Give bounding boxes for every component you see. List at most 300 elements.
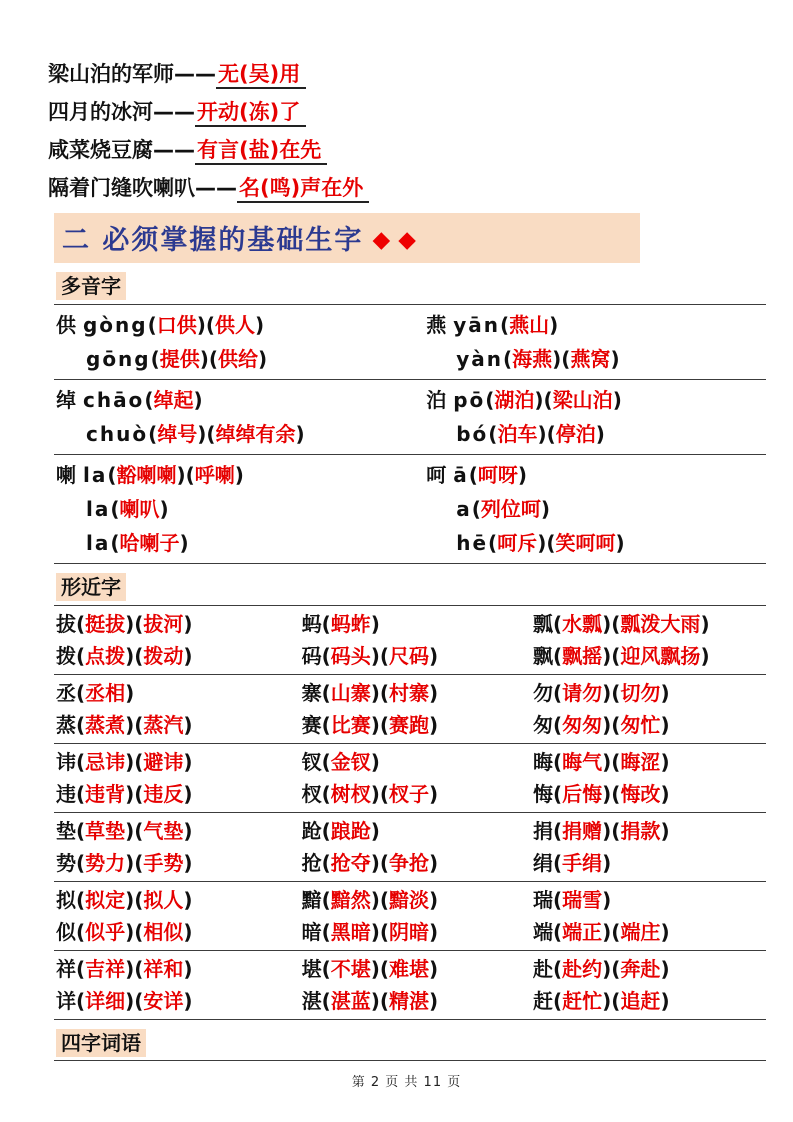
- entry-line: [302, 815, 531, 847]
- red-word: 切勿: [620, 681, 661, 705]
- black-text: ): [602, 644, 612, 668]
- black-text: ): [125, 681, 135, 705]
- black-text: 码: [301, 644, 322, 668]
- black-text: 拨: [56, 644, 76, 668]
- black-text: hē: [456, 531, 489, 555]
- table-cell: [531, 746, 766, 810]
- black-text: yān: [453, 313, 500, 337]
- riddle-line: [48, 169, 765, 207]
- table-cell: [300, 608, 531, 672]
- black-text: (: [546, 422, 556, 446]
- entry-line: [302, 746, 531, 778]
- black-text: (: [76, 819, 86, 843]
- black-text: ): [370, 819, 380, 843]
- black-text: (: [144, 388, 154, 412]
- black-text: (: [611, 920, 621, 944]
- table-cell: [54, 884, 300, 948]
- table-row: [54, 744, 766, 813]
- black-text: la: [86, 497, 111, 521]
- red-word: 黑暗: [330, 920, 371, 944]
- black-text: ): [370, 644, 380, 668]
- red-word: 避讳: [143, 750, 184, 774]
- entry-line: [533, 608, 766, 640]
- entry-line: [533, 847, 766, 879]
- black-text: (: [499, 313, 510, 337]
- black-text: (: [553, 681, 563, 705]
- black-text: ): [125, 851, 135, 875]
- entry-line: [86, 526, 424, 560]
- black-text: (: [148, 422, 158, 446]
- red-word: 草垫: [85, 819, 126, 843]
- red-word: 匆忙: [620, 713, 661, 737]
- black-text: 燕: [426, 313, 454, 337]
- riddle-line: [48, 93, 765, 131]
- black-text: ): [700, 644, 710, 668]
- black-text: ): [183, 782, 193, 806]
- black-text: ): [602, 612, 612, 636]
- black-text: ): [183, 888, 193, 912]
- black-text: (: [321, 750, 331, 774]
- red-word: 湖泊: [494, 388, 535, 412]
- red-word: 码头: [330, 644, 371, 668]
- riddle-answer: 无(吴)用: [216, 62, 306, 89]
- black-text: ): [183, 920, 193, 944]
- red-word: 详细: [85, 989, 126, 1013]
- red-word: 停泊: [555, 422, 596, 446]
- table-row: [54, 675, 766, 744]
- black-text: ): [602, 888, 612, 912]
- black-text: 匆: [533, 713, 554, 737]
- black-text: ): [602, 989, 612, 1013]
- black-text: (: [611, 681, 621, 705]
- black-text: ): [183, 851, 193, 875]
- black-text: ): [602, 851, 612, 875]
- entry-line: [56, 458, 424, 492]
- black-text: ): [537, 531, 547, 555]
- table-row: [54, 813, 766, 882]
- black-text: (: [379, 957, 390, 981]
- black-text: 拔: [56, 612, 76, 636]
- black-text: 绢: [533, 851, 554, 875]
- black-text: ): [125, 819, 135, 843]
- black-text: ): [549, 313, 559, 337]
- red-word: 奔赴: [620, 957, 661, 981]
- red-word: 黯然: [330, 888, 371, 912]
- black-text: 湛: [301, 989, 322, 1013]
- black-text: (: [76, 713, 86, 737]
- black-text: ): [610, 347, 620, 371]
- riddle-question: 四月的冰河——: [48, 100, 195, 124]
- black-text: (: [321, 782, 331, 806]
- red-word: 违背: [85, 782, 126, 806]
- entry-line: [533, 746, 766, 778]
- black-text: ): [295, 422, 305, 446]
- table-row: [54, 455, 766, 564]
- black-text: ): [183, 819, 193, 843]
- black-text: ): [429, 644, 439, 668]
- entry-line: [56, 746, 300, 778]
- red-word: 绰号: [157, 422, 198, 446]
- black-text: (: [76, 957, 86, 981]
- black-text: (: [76, 644, 86, 668]
- black-text: ): [534, 388, 544, 412]
- black-text: (: [553, 851, 563, 875]
- black-text: (: [553, 644, 563, 668]
- red-word: 杈子: [389, 782, 430, 806]
- entry-line: [56, 677, 300, 709]
- black-text: 堪: [301, 957, 322, 981]
- black-text: ): [125, 750, 135, 774]
- table-cell: [300, 677, 531, 741]
- table-cell: [300, 884, 531, 948]
- black-text: ): [370, 851, 380, 875]
- red-word: 祥和: [143, 957, 184, 981]
- black-text: 赛: [301, 713, 322, 737]
- black-text: (: [76, 782, 86, 806]
- black-text: (: [611, 819, 621, 843]
- riddle-question: 梁山泊的军师——: [48, 62, 216, 86]
- red-word: 山寨: [330, 681, 371, 705]
- black-text: (: [485, 388, 495, 412]
- black-text: ): [602, 713, 612, 737]
- red-word: 丞相: [85, 681, 126, 705]
- black-text: 绰: [56, 388, 83, 412]
- black-text: ): [700, 612, 710, 636]
- black-text: ): [429, 989, 439, 1013]
- black-text: ): [183, 957, 193, 981]
- red-word: 笑呵呵: [555, 531, 616, 555]
- black-text: 祥: [56, 957, 76, 981]
- table-cell: [424, 458, 766, 560]
- red-word: 村寨: [389, 681, 430, 705]
- black-text: ): [660, 957, 670, 981]
- label-xingjinzi: [56, 574, 765, 601]
- entry-line: [302, 847, 531, 879]
- black-text: ): [602, 750, 612, 774]
- table-row: [54, 305, 766, 380]
- red-word: 燕山: [509, 313, 550, 337]
- black-text: ): [602, 782, 612, 806]
- red-word: 安详: [143, 989, 184, 1013]
- black-text: (: [76, 750, 86, 774]
- table-row: [54, 606, 766, 675]
- red-word: 气垫: [143, 819, 184, 843]
- diamond-icons: ◆ ◆: [372, 227, 416, 253]
- black-text: ): [660, 713, 670, 737]
- black-text: yàn: [456, 347, 504, 371]
- black-text: ): [258, 347, 268, 371]
- black-text: 勿: [533, 681, 554, 705]
- table-cell: [424, 383, 766, 451]
- black-text: (: [379, 851, 390, 875]
- black-text: (: [553, 989, 563, 1013]
- entry-line: [302, 884, 531, 916]
- entry-line: [302, 709, 531, 741]
- black-text: 飘: [533, 644, 554, 668]
- entry-line: [533, 884, 766, 916]
- red-word: 哈喇子: [119, 531, 180, 555]
- entry-line: [56, 709, 300, 741]
- red-word: 绰起: [153, 388, 194, 412]
- black-text: 赶: [533, 989, 554, 1013]
- black-text: ): [183, 644, 193, 668]
- black-text: ): [612, 388, 622, 412]
- black-text: (: [611, 750, 621, 774]
- black-text: (: [134, 920, 144, 944]
- black-text: (: [503, 347, 513, 371]
- black-text: pō: [453, 388, 486, 412]
- black-text: (: [134, 819, 144, 843]
- entry-line: [56, 985, 300, 1017]
- red-word: 梁山泊: [552, 388, 613, 412]
- black-text: ): [125, 920, 135, 944]
- black-text: ): [429, 681, 439, 705]
- red-word: 拔河: [143, 612, 184, 636]
- black-text: ): [159, 497, 169, 521]
- entry-line: [533, 778, 766, 810]
- black-text: (: [206, 422, 216, 446]
- black-text: 钗: [301, 750, 322, 774]
- page-number: 第 2 页 共 11 页: [351, 1075, 462, 1090]
- riddle-question: 咸菜烧豆腐——: [48, 138, 195, 162]
- black-text: 垫: [56, 819, 76, 843]
- black-text: ): [255, 313, 265, 337]
- red-word: 海燕: [512, 347, 553, 371]
- riddle-answer: 有言(盐)在先: [195, 138, 327, 165]
- table-cell: [531, 608, 766, 672]
- entry-line: [86, 492, 424, 526]
- black-text: 抢: [301, 851, 322, 875]
- black-text: ): [537, 422, 547, 446]
- black-text: 泊: [426, 388, 454, 412]
- table-row: [54, 380, 766, 455]
- table-cell: [54, 953, 300, 1017]
- black-text: chāo: [82, 388, 145, 412]
- black-text: ): [602, 957, 612, 981]
- red-word: 拨动: [143, 644, 184, 668]
- red-word: 蒸汽: [143, 713, 184, 737]
- table-cell: [54, 677, 300, 741]
- entry-line: [302, 677, 531, 709]
- black-text: 悔: [533, 782, 554, 806]
- xingjinzi-table: [54, 605, 766, 1020]
- red-word: 蒸煮: [85, 713, 126, 737]
- entry-line: [533, 916, 766, 948]
- black-text: 供: [56, 313, 83, 337]
- black-text: (: [379, 713, 390, 737]
- black-text: 讳: [56, 750, 76, 774]
- red-word: 喇叭: [119, 497, 160, 521]
- black-text: (: [379, 888, 390, 912]
- black-text: ): [125, 957, 135, 981]
- entry-line: [533, 640, 766, 672]
- label-duoyinzi: [56, 273, 765, 300]
- red-word: 忌讳: [85, 750, 126, 774]
- black-text: ): [429, 888, 439, 912]
- black-text: (: [471, 497, 481, 521]
- black-text: ): [199, 347, 209, 371]
- black-text: 拟: [56, 888, 76, 912]
- black-text: ): [660, 782, 670, 806]
- black-text: ): [370, 713, 380, 737]
- red-word: 悔改: [620, 782, 661, 806]
- red-word: 豁喇喇: [116, 463, 177, 487]
- table-cell: [54, 383, 424, 451]
- red-word: 提供: [159, 347, 200, 371]
- black-text: ): [183, 989, 193, 1013]
- entry-line: [426, 308, 766, 342]
- black-text: ): [125, 612, 135, 636]
- table-cell: [300, 746, 531, 810]
- black-text: (: [110, 497, 120, 521]
- black-text: ): [615, 531, 625, 555]
- black-text: 详: [56, 989, 76, 1013]
- entry-line: [86, 342, 424, 376]
- black-text: (: [488, 531, 498, 555]
- black-text: (: [379, 989, 390, 1013]
- red-word: 赴约: [562, 957, 603, 981]
- entry-line: [456, 526, 766, 560]
- black-text: (: [379, 920, 390, 944]
- black-text: (: [76, 681, 86, 705]
- red-word: 难堪: [389, 957, 430, 981]
- table-cell: [531, 953, 766, 1017]
- red-word: 水瓢: [562, 612, 603, 636]
- entry-line: [533, 677, 766, 709]
- entry-line: [86, 417, 424, 451]
- black-text: (: [134, 989, 144, 1013]
- black-text: (: [379, 644, 390, 668]
- black-text: ): [429, 957, 439, 981]
- black-text: ): [370, 957, 380, 981]
- black-text: ): [429, 782, 439, 806]
- red-word: 手绢: [562, 851, 603, 875]
- entry-line: [302, 608, 531, 640]
- entry-line: [302, 640, 531, 672]
- table-cell: [531, 815, 766, 879]
- entry-line: [533, 985, 766, 1017]
- black-text: 喇: [56, 463, 83, 487]
- entry-line: [56, 847, 300, 879]
- black-text: (: [321, 681, 331, 705]
- red-word: 捐赠: [562, 819, 603, 843]
- black-text: 似: [56, 920, 76, 944]
- riddle-question: 隔着门缝吹喇叭——: [48, 176, 237, 200]
- black-text: 呵: [426, 463, 454, 487]
- table-cell: [54, 608, 300, 672]
- black-text: (: [321, 819, 331, 843]
- black-text: ): [595, 422, 605, 446]
- red-word: 似乎: [85, 920, 126, 944]
- entry-line: [56, 815, 300, 847]
- red-word: 比赛: [330, 713, 371, 737]
- black-text: (: [110, 531, 120, 555]
- black-text: ): [602, 819, 612, 843]
- red-word: 挺拔: [85, 612, 126, 636]
- red-word: 拟人: [143, 888, 184, 912]
- black-text: (: [205, 313, 216, 337]
- red-word: 抢夺: [330, 851, 371, 875]
- black-text: (: [147, 313, 157, 337]
- red-word: 湛蓝: [330, 989, 371, 1013]
- black-text: (: [379, 681, 390, 705]
- black-text: ā: [453, 463, 469, 487]
- black-text: ): [602, 920, 612, 944]
- black-text: (: [611, 713, 621, 737]
- red-word: 势力: [85, 851, 126, 875]
- black-text: 蒸: [56, 713, 76, 737]
- entry-line: [56, 953, 300, 985]
- table-row: [54, 951, 766, 1020]
- red-word: 端正: [562, 920, 603, 944]
- red-word: 呼喇: [194, 463, 235, 487]
- black-text: ): [125, 989, 135, 1013]
- black-text: ): [370, 750, 380, 774]
- black-text: ): [125, 782, 135, 806]
- black-text: (: [76, 612, 86, 636]
- table-cell: [54, 458, 424, 560]
- red-word: 树杈: [330, 782, 371, 806]
- black-text: bó: [456, 422, 489, 446]
- table-row: [54, 882, 766, 951]
- black-text: 黯: [301, 888, 322, 912]
- black-text: (: [134, 750, 144, 774]
- black-text: ): [602, 681, 612, 705]
- divider-line: [54, 1060, 766, 1061]
- black-text: (: [553, 819, 563, 843]
- entry-line: [456, 342, 766, 376]
- entry-line: [56, 778, 300, 810]
- label-siziciyu-text: 四字词语: [56, 1029, 146, 1057]
- black-text: (: [488, 422, 498, 446]
- black-text: ): [517, 463, 527, 487]
- black-text: ): [370, 681, 380, 705]
- black-text: ): [183, 612, 193, 636]
- entry-line: [56, 884, 300, 916]
- black-text: (: [134, 851, 144, 875]
- red-word: 吉祥: [85, 957, 126, 981]
- black-text: ): [183, 750, 193, 774]
- red-word: 踉跄: [330, 819, 371, 843]
- black-text: 违: [56, 782, 76, 806]
- black-text: (: [150, 347, 160, 371]
- red-word: 口供: [156, 313, 197, 337]
- black-text: ): [125, 888, 135, 912]
- black-text: (: [321, 989, 331, 1013]
- black-text: 势: [56, 851, 76, 875]
- black-text: (: [611, 612, 621, 636]
- red-word: 追赶: [620, 989, 661, 1013]
- black-text: (: [208, 347, 219, 371]
- black-text: (: [107, 463, 117, 487]
- black-text: (: [611, 782, 621, 806]
- black-text: (: [543, 388, 553, 412]
- entry-line: [533, 709, 766, 741]
- black-text: gōng: [86, 347, 151, 371]
- black-text: gòng: [82, 313, 148, 337]
- black-text: ): [193, 388, 203, 412]
- black-text: (: [76, 989, 86, 1013]
- red-word: 赛跑: [389, 713, 430, 737]
- red-word: 端庄: [620, 920, 661, 944]
- entry-line: [426, 383, 766, 417]
- red-word: 供人: [215, 313, 256, 337]
- black-text: (: [379, 782, 390, 806]
- black-text: (: [468, 463, 478, 487]
- entry-line: [302, 916, 531, 948]
- table-cell: [300, 815, 531, 879]
- black-text: (: [321, 888, 331, 912]
